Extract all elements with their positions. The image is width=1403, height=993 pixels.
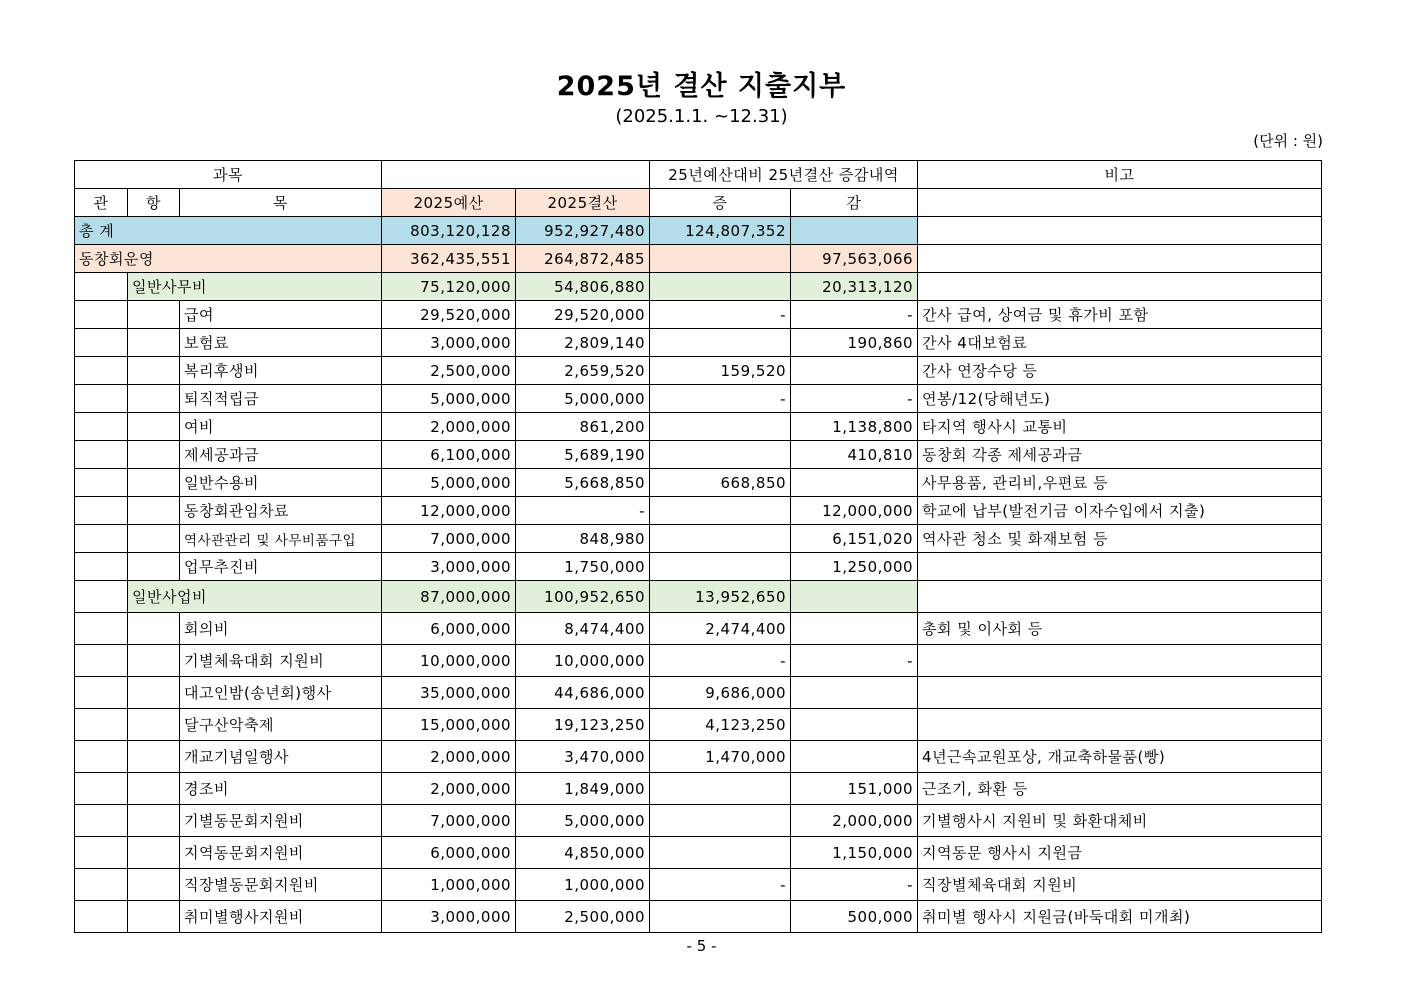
item-name: 역사관관리 및 사무비품구입 (180, 525, 382, 553)
table-row (75, 553, 1322, 581)
item-budget: 1,000,000 (382, 869, 516, 901)
table-row (75, 805, 1322, 837)
item-settlement: 19,123,250 (516, 709, 650, 741)
item-increase: 1,470,000 (650, 741, 791, 773)
item-name: 달구산악축제 (180, 709, 382, 741)
item-settlement: 5,668,850 (516, 469, 650, 497)
sub2-increase: 13,952,650 (650, 581, 791, 613)
item-settlement: 1,000,000 (516, 869, 650, 901)
item-name: 취미별행사지원비 (180, 901, 382, 933)
item-increase: 4,123,250 (650, 709, 791, 741)
item-budget: 15,000,000 (382, 709, 516, 741)
total-decrease (791, 217, 918, 245)
item-budget: 2,000,000 (382, 773, 516, 805)
group-budget: 362,435,551 (382, 245, 516, 273)
blank-cell (128, 553, 180, 581)
item-name: 일반수용비 (180, 469, 382, 497)
item-note: 총회 및 이사회 등 (918, 613, 1322, 645)
blank-cell (128, 901, 180, 933)
item-settlement: 5,000,000 (516, 805, 650, 837)
blank-cell (75, 613, 128, 645)
table-row (75, 901, 1322, 933)
item-increase: 9,686,000 (650, 677, 791, 709)
period-subtitle: (2025.1.1. ~12.31) (615, 106, 788, 127)
item-budget: 7,000,000 (382, 525, 516, 553)
item-budget: 12,000,000 (382, 497, 516, 525)
blank-cell (128, 385, 180, 413)
item-increase (650, 901, 791, 933)
item-settlement: 5,689,190 (516, 441, 650, 469)
item-settlement: 1,849,000 (516, 773, 650, 805)
item-decrease (791, 357, 918, 385)
blank-cell (128, 301, 180, 329)
blank-cell (128, 357, 180, 385)
item-name: 퇴직적립금 (180, 385, 382, 413)
unit-label: (단위 : 원) (1253, 132, 1323, 150)
item-increase: - (650, 301, 791, 329)
blank-cell (75, 581, 128, 613)
item-note: 학교에 납부(발전기금 이자수입에서 지출) (918, 497, 1322, 525)
item-increase (650, 413, 791, 441)
item-settlement: 2,809,140 (516, 329, 650, 357)
blank-cell (75, 413, 128, 441)
budget-header: 2025예산 (382, 189, 516, 217)
item-decrease: - (791, 645, 918, 677)
blank-cell (128, 677, 180, 709)
page-title: 2025년 결산 지출지부 (556, 71, 847, 102)
sub1-note (918, 273, 1322, 301)
blank-cell (75, 301, 128, 329)
item-budget: 2,000,000 (382, 741, 516, 773)
table-row (75, 869, 1322, 901)
item-name: 지역동문회지원비 (180, 837, 382, 869)
group-note (918, 245, 1322, 273)
item-name: 급여 (180, 301, 382, 329)
blank-cell (128, 613, 180, 645)
item-note (918, 645, 1322, 677)
blank-cell (128, 645, 180, 677)
item-settlement: 8,474,400 (516, 613, 650, 645)
blank-cell (128, 773, 180, 805)
blank-cell (75, 741, 128, 773)
blank-cell (75, 525, 128, 553)
sub1-budget: 75,120,000 (382, 273, 516, 301)
item-note (918, 709, 1322, 741)
group-decrease: 97,563,066 (791, 245, 918, 273)
item-increase: - (650, 645, 791, 677)
total-note (918, 217, 1322, 245)
item-increase: - (650, 385, 791, 413)
budget-group-header (382, 161, 650, 189)
item-settlement: 5,000,000 (516, 385, 650, 413)
item-increase (650, 441, 791, 469)
item-decrease: 12,000,000 (791, 497, 918, 525)
blank-cell (75, 805, 128, 837)
item-decrease (791, 469, 918, 497)
remarks-header: 비고 (918, 161, 1322, 189)
blank-cell (75, 677, 128, 709)
sub1-settlement: 54,806,880 (516, 273, 650, 301)
item-decrease (791, 677, 918, 709)
blank-cell (75, 901, 128, 933)
blank-cell (75, 273, 128, 301)
item-name: 동창회관임차료 (180, 497, 382, 525)
table-row (75, 469, 1322, 497)
item-note: 기별행사시 지원비 및 화환대체비 (918, 805, 1322, 837)
item-budget: 35,000,000 (382, 677, 516, 709)
item-name: 기별체육대회 지원비 (180, 645, 382, 677)
item-settlement: 1,750,000 (516, 553, 650, 581)
blank-cell (75, 773, 128, 805)
item-name: 경조비 (180, 773, 382, 805)
remarks-subheader (918, 189, 1322, 217)
item-name: 제세공과금 (180, 441, 382, 469)
item-name: 기별동문회지원비 (180, 805, 382, 837)
item-decrease: 1,150,000 (791, 837, 918, 869)
subtotal-row-general-office (75, 273, 1322, 301)
blank-cell (75, 385, 128, 413)
item-name: 회의비 (180, 613, 382, 645)
sub2-label: 일반사업비 (128, 581, 382, 613)
item-budget: 2,500,000 (382, 357, 516, 385)
blank-cell (75, 869, 128, 901)
blank-cell (128, 709, 180, 741)
item-budget: 29,520,000 (382, 301, 516, 329)
item-increase (650, 525, 791, 553)
item-settlement: 44,686,000 (516, 677, 650, 709)
item-decrease: 500,000 (791, 901, 918, 933)
subject-header: 과목 (75, 161, 382, 189)
item-increase: 668,850 (650, 469, 791, 497)
item-note: 사무용품, 관리비,우편료 등 (918, 469, 1322, 497)
item-increase: - (650, 869, 791, 901)
comparison-header: 25년예산대비 25년결산 증감내역 (650, 161, 918, 189)
item-decrease: - (791, 385, 918, 413)
total-label: 총 계 (75, 217, 382, 245)
blank-cell (75, 837, 128, 869)
item-note: 연봉/12(당해년도) (918, 385, 1322, 413)
table-row (75, 525, 1322, 553)
blank-cell (128, 329, 180, 357)
table-row (75, 773, 1322, 805)
table-row (75, 441, 1322, 469)
header-row-2 (75, 189, 1322, 217)
blank-cell (128, 441, 180, 469)
blank-cell (75, 645, 128, 677)
item-budget: 3,000,000 (382, 553, 516, 581)
item-budget: 5,000,000 (382, 469, 516, 497)
item-name: 개교기념일행사 (180, 741, 382, 773)
item-decrease: 1,250,000 (791, 553, 918, 581)
table-row (75, 497, 1322, 525)
item-budget: 3,000,000 (382, 329, 516, 357)
item-settlement: - (516, 497, 650, 525)
table-row (75, 837, 1322, 869)
total-settlement: 952,927,480 (516, 217, 650, 245)
sub2-decrease (791, 581, 918, 613)
sub1-label: 일반사무비 (128, 273, 382, 301)
item-note: 4년근속교원포상, 개교축하물품(빵) (918, 741, 1322, 773)
item-settlement: 2,500,000 (516, 901, 650, 933)
table-row (75, 613, 1322, 645)
group-label: 동창회운영 (75, 245, 382, 273)
table-row (75, 677, 1322, 709)
item-note: 간사 급여, 상여금 및 휴가비 포함 (918, 301, 1322, 329)
total-row (75, 217, 1322, 245)
item-settlement: 2,659,520 (516, 357, 650, 385)
item-budget: 10,000,000 (382, 645, 516, 677)
blank-cell (75, 497, 128, 525)
item-note (918, 553, 1322, 581)
page-number: - 5 - (686, 937, 717, 955)
blank-cell (128, 497, 180, 525)
item-budget: 2,000,000 (382, 413, 516, 441)
item-budget: 6,100,000 (382, 441, 516, 469)
decrease-header: 감 (791, 189, 918, 217)
item-increase (650, 497, 791, 525)
sub1-decrease: 20,313,120 (791, 273, 918, 301)
item-settlement: 4,850,000 (516, 837, 650, 869)
table-row (75, 357, 1322, 385)
table-row (75, 413, 1322, 441)
sub2-budget: 87,000,000 (382, 581, 516, 613)
item-increase (650, 329, 791, 357)
expenditure-table (74, 160, 1322, 933)
item-increase (650, 837, 791, 869)
item-note: 지역동문 행사시 지원금 (918, 837, 1322, 869)
item-budget: 6,000,000 (382, 837, 516, 869)
blank-cell (128, 741, 180, 773)
item-note: 취미별 행사시 지원금(바둑대회 미개최) (918, 901, 1322, 933)
item-note: 간사 연장수당 등 (918, 357, 1322, 385)
sub2-settlement: 100,952,650 (516, 581, 650, 613)
item-decrease: 151,000 (791, 773, 918, 805)
item-decrease (791, 709, 918, 741)
item-decrease (791, 741, 918, 773)
blank-cell (75, 441, 128, 469)
blank-cell (128, 469, 180, 497)
item-settlement: 3,470,000 (516, 741, 650, 773)
total-budget: 803,120,128 (382, 217, 516, 245)
table-row (75, 329, 1322, 357)
item-increase: 2,474,400 (650, 613, 791, 645)
table-row (75, 385, 1322, 413)
item-budget: 7,000,000 (382, 805, 516, 837)
item-note: 직장별체육대회 지원비 (918, 869, 1322, 901)
item-note: 동창회 각종 제세공과금 (918, 441, 1322, 469)
item-note: 타지역 행사시 교통비 (918, 413, 1322, 441)
blank-cell (75, 709, 128, 741)
item-increase: 159,520 (650, 357, 791, 385)
item-name: 복리후생비 (180, 357, 382, 385)
item-decrease: 6,151,020 (791, 525, 918, 553)
item-note: 간사 4대보험료 (918, 329, 1322, 357)
item-settlement: 861,200 (516, 413, 650, 441)
item-decrease (791, 613, 918, 645)
mok-header: 목 (180, 189, 382, 217)
table-row (75, 741, 1322, 773)
table-row (75, 709, 1322, 741)
group-settlement: 264,872,485 (516, 245, 650, 273)
item-budget: 6,000,000 (382, 613, 516, 645)
item-increase (650, 805, 791, 837)
item-decrease: 410,810 (791, 441, 918, 469)
item-name: 직장별동문회지원비 (180, 869, 382, 901)
blank-cell (128, 837, 180, 869)
subtotal-row-general-business (75, 581, 1322, 613)
item-name: 업무추진비 (180, 553, 382, 581)
blank-cell (128, 525, 180, 553)
item-decrease: - (791, 301, 918, 329)
item-budget: 5,000,000 (382, 385, 516, 413)
item-increase (650, 553, 791, 581)
sub2-note (918, 581, 1322, 613)
blank-cell (75, 553, 128, 581)
item-decrease: - (791, 869, 918, 901)
blank-cell (128, 805, 180, 837)
settlement-header: 2025결산 (516, 189, 650, 217)
item-settlement: 848,980 (516, 525, 650, 553)
sub1-increase (650, 273, 791, 301)
table-row (75, 301, 1322, 329)
blank-cell (128, 869, 180, 901)
item-increase (650, 773, 791, 805)
item-note (918, 677, 1322, 709)
item-name: 대고인밤(송년회)행사 (180, 677, 382, 709)
item-budget: 3,000,000 (382, 901, 516, 933)
group-increase (650, 245, 791, 273)
item-settlement: 29,520,000 (516, 301, 650, 329)
gwan-header: 관 (75, 189, 128, 217)
item-note: 역사관 청소 및 화재보험 등 (918, 525, 1322, 553)
table-row (75, 645, 1322, 677)
item-name: 보험료 (180, 329, 382, 357)
item-decrease: 1,138,800 (791, 413, 918, 441)
item-settlement: 10,000,000 (516, 645, 650, 677)
blank-cell (75, 469, 128, 497)
item-decrease: 190,860 (791, 329, 918, 357)
blank-cell (75, 329, 128, 357)
hang-header: 항 (128, 189, 180, 217)
item-decrease: 2,000,000 (791, 805, 918, 837)
item-note: 근조기, 화환 등 (918, 773, 1322, 805)
total-increase: 124,807,352 (650, 217, 791, 245)
blank-cell (128, 413, 180, 441)
blank-cell (75, 357, 128, 385)
group-row (75, 245, 1322, 273)
increase-header: 증 (650, 189, 791, 217)
header-row-1 (75, 161, 1322, 189)
item-name: 여비 (180, 413, 382, 441)
